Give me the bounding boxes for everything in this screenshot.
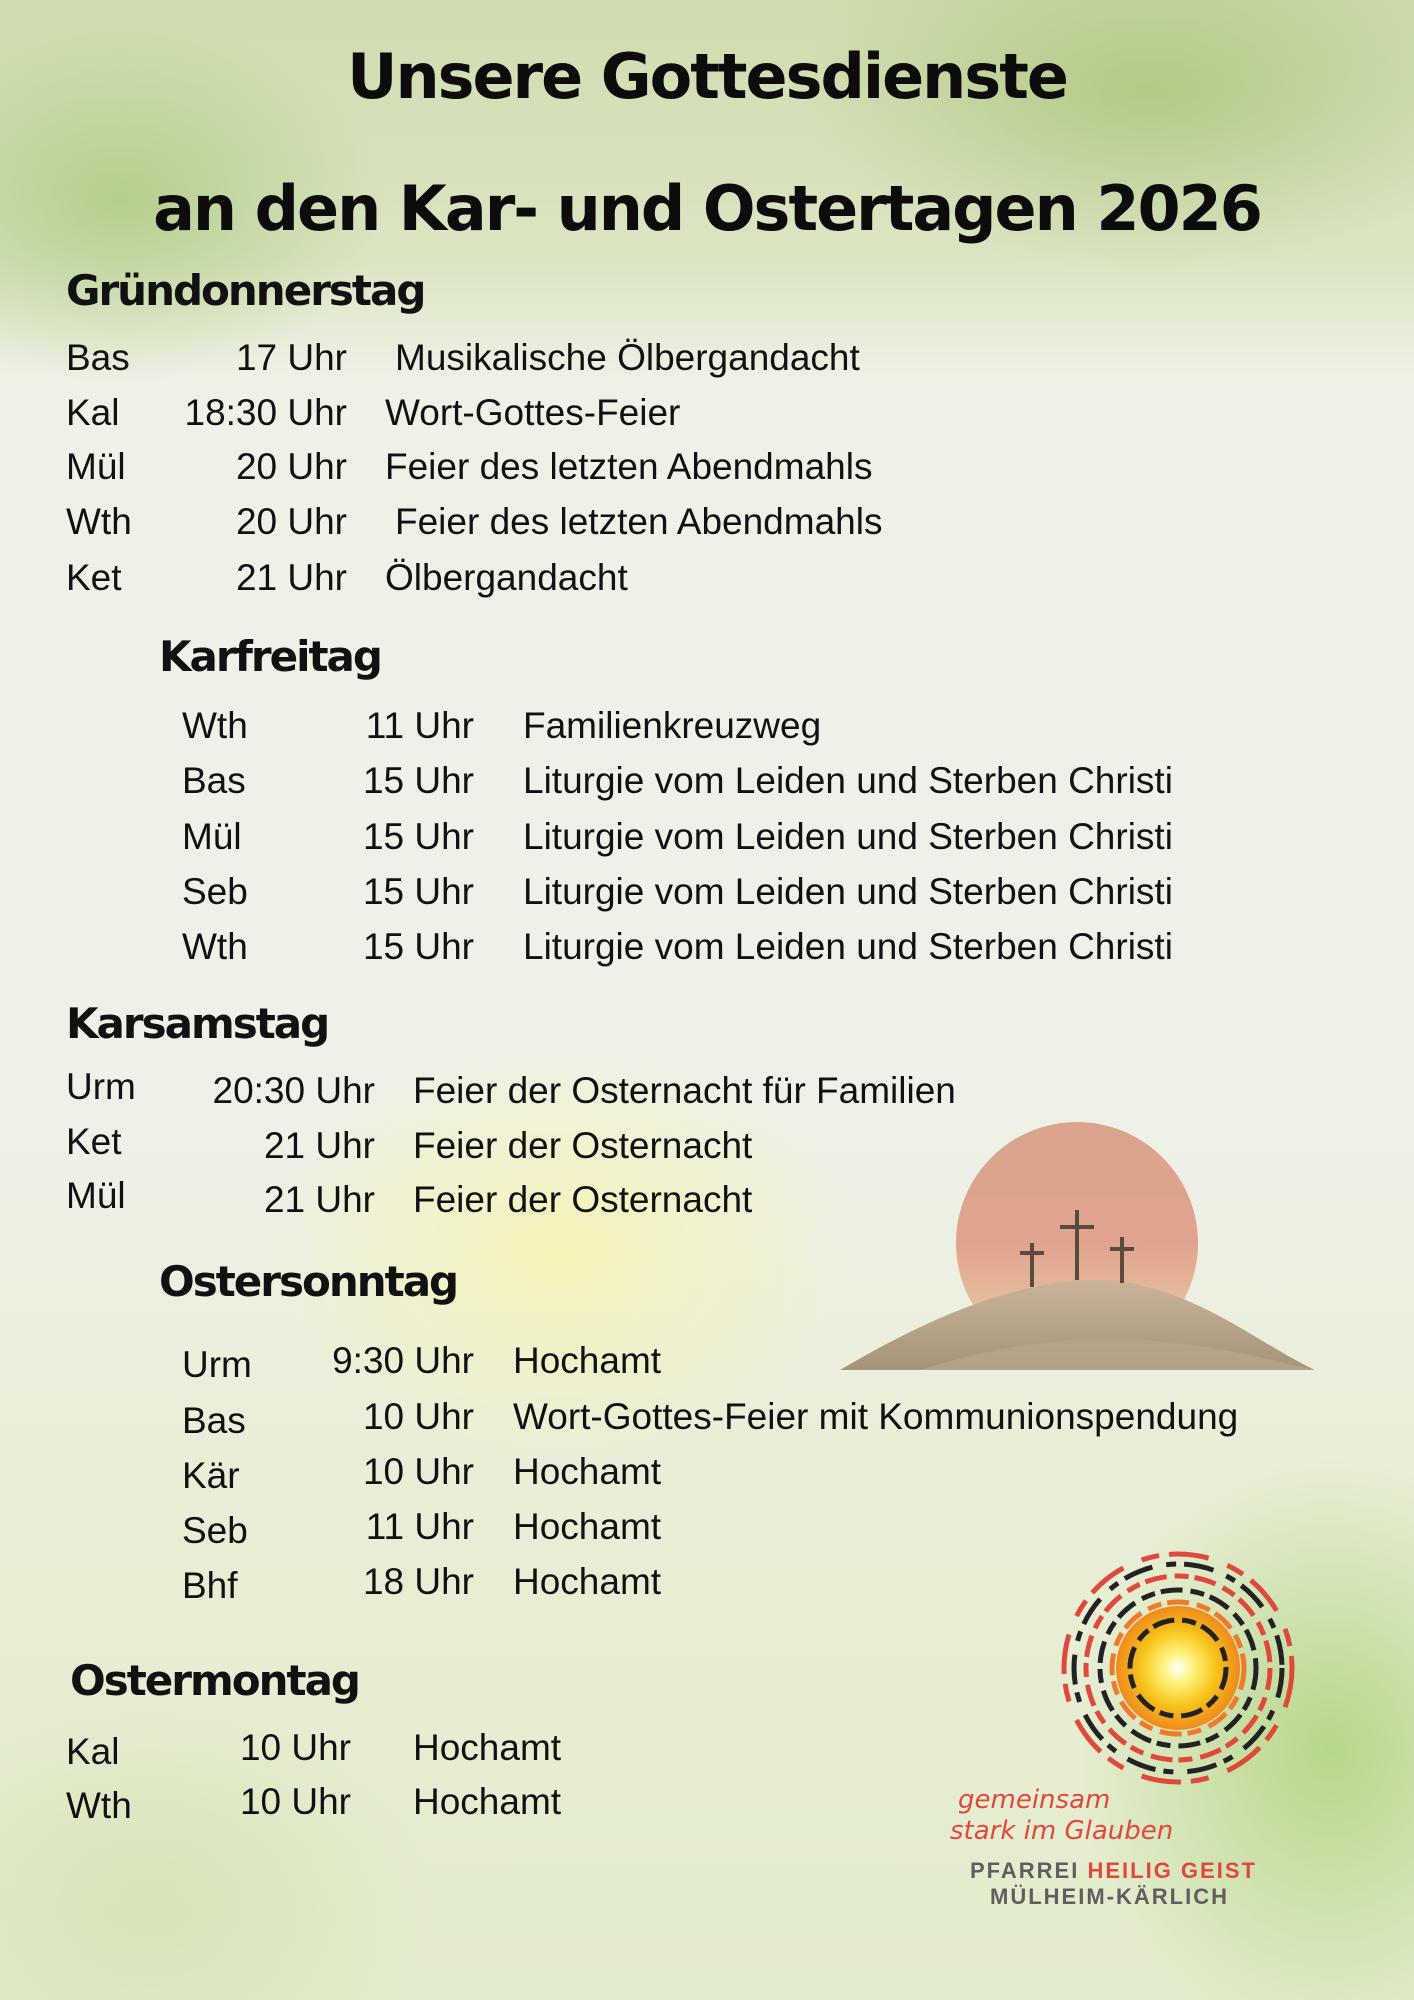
service-event: Feier der Osternacht (413, 1179, 753, 1220)
service-place: Kär (182, 1455, 240, 1496)
logo-slogan-line-2: stark im Glauben (950, 1816, 1174, 1846)
day-heading: Ostermontag (70, 1656, 359, 1705)
service-event: Wort-Gottes-Feier (385, 392, 681, 433)
day-heading: Karfreitag (159, 632, 381, 681)
service-row (0, 871, 1400, 915)
service-event: Hochamt (513, 1451, 662, 1492)
service-event: Feier der Osternacht für Familien (413, 1070, 956, 1111)
parish-logo-swirl (1050, 1550, 1310, 1800)
service-row (0, 1066, 1400, 1114)
service-time: 15 Uhr (362, 816, 474, 857)
service-event: Hochamt (513, 1340, 662, 1381)
service-row (0, 501, 1400, 545)
service-time: 20 Uhr (235, 446, 347, 487)
service-row (0, 760, 1400, 804)
service-time: 10 Uhr (362, 1451, 474, 1492)
service-place: Bas (182, 760, 246, 801)
service-time: 15 Uhr (362, 926, 474, 967)
service-event: Ölbergandacht (385, 557, 628, 598)
service-time: 15 Uhr (362, 871, 474, 912)
service-row (0, 1506, 1400, 1550)
service-time: 21 Uhr (263, 1125, 375, 1166)
service-event: Hochamt (513, 1506, 662, 1547)
service-time: 11 Uhr (365, 705, 474, 746)
service-place: Mül (66, 1175, 126, 1216)
service-row (0, 337, 1400, 381)
title-line-2: an den Kar- und Ostertagen 2026 (153, 172, 1261, 245)
service-event: Liturgie vom Leiden und Sterben Christi (523, 926, 1173, 967)
logo-town: MÜLHEIM-KÄRLICH (990, 1884, 1229, 1909)
service-event: Hochamt (513, 1561, 662, 1602)
service-row (0, 926, 1400, 970)
service-event: Liturgie vom Leiden und Sterben Christi (523, 816, 1173, 857)
service-place: Seb (182, 1510, 248, 1551)
day-heading: Gründonnerstag (66, 266, 425, 315)
service-row (0, 1451, 1400, 1495)
service-time: 20:30 Uhr (212, 1070, 375, 1111)
service-place: Mül (182, 816, 242, 857)
service-time: 15 Uhr (362, 760, 474, 801)
service-place: Wth (182, 926, 248, 967)
service-place: Kal (66, 1731, 120, 1772)
service-event: Feier des letzten Abendmahls (385, 446, 873, 487)
service-row (0, 816, 1400, 860)
logo-parish-prefix: PFARREI (970, 1858, 1080, 1883)
service-event: Familienkreuzweg (523, 705, 822, 746)
service-place: Ket (66, 557, 122, 598)
service-place: Seb (182, 871, 248, 912)
service-time: 11 Uhr (365, 1506, 474, 1547)
service-place: Ket (66, 1121, 122, 1162)
service-row (0, 1396, 1400, 1440)
title-line-1: Unsere Gottesdienste (347, 40, 1067, 113)
service-time: 10 Uhr (239, 1727, 351, 1768)
service-place: Wth (182, 705, 248, 746)
service-place: Bas (182, 1400, 246, 1441)
service-time: 10 Uhr (362, 1396, 474, 1437)
service-place: Wth (66, 1785, 132, 1826)
service-row (0, 705, 1400, 749)
service-time: 18 Uhr (362, 1561, 474, 1602)
service-place: Bas (66, 337, 130, 378)
service-event: Feier des letzten Abendmahls (395, 501, 883, 542)
service-place: Kal (66, 392, 120, 433)
easter-crosses-illustration (830, 1115, 1330, 1385)
service-event: Hochamt (413, 1781, 562, 1822)
service-time: 20 Uhr (235, 501, 347, 542)
service-event: Liturgie vom Leiden und Sterben Christi (523, 760, 1173, 801)
logo-parish-line (970, 1858, 1257, 1884)
service-time: 21 Uhr (263, 1179, 375, 1220)
service-event: Hochamt (413, 1727, 562, 1768)
service-event: Wort-Gottes-Feier mit Kommunionspendung (513, 1396, 1239, 1437)
service-time: 18:30 Uhr (184, 392, 347, 433)
service-place: Urm (66, 1066, 136, 1107)
service-time: 21 Uhr (235, 557, 347, 598)
day-heading: Ostersonntag (159, 1257, 458, 1306)
service-event: Feier der Osternacht (413, 1125, 753, 1166)
service-row (0, 392, 1400, 436)
logo-slogan-line-1: gemeinsam (958, 1785, 1111, 1815)
logo-parish-name: HEILIG GEIST (1087, 1858, 1257, 1883)
service-time: 9:30 Uhr (332, 1340, 474, 1381)
service-event: Musikalische Ölbergandacht (395, 337, 860, 378)
service-row (0, 557, 1400, 601)
service-time: 17 Uhr (235, 337, 347, 378)
day-heading: Karsamstag (66, 999, 329, 1048)
service-place: Urm (182, 1344, 252, 1385)
service-row (0, 446, 1400, 490)
service-place: Mül (66, 446, 126, 487)
service-place: Wth (66, 501, 132, 542)
service-time: 10 Uhr (239, 1781, 351, 1822)
service-event: Liturgie vom Leiden und Sterben Christi (523, 871, 1173, 912)
service-place: Bhf (182, 1565, 238, 1606)
